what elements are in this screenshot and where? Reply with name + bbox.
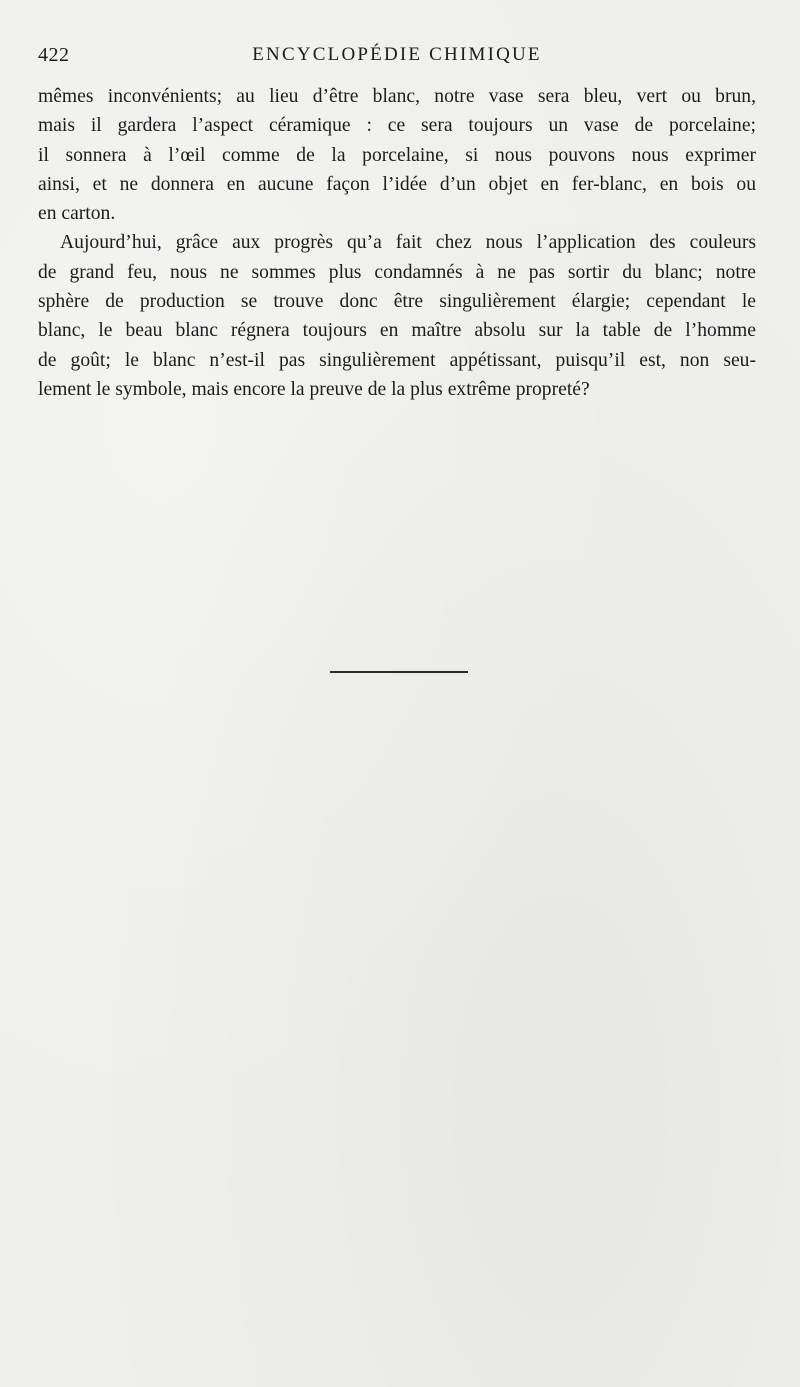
- text-line: blanc, le beau blanc régnera toujours en maître absolu sur la table de l’homme: [38, 320, 756, 342]
- text-line: de grand feu, nous ne sommes plus condamnés à ne pas sortir du blanc; notre: [38, 261, 756, 283]
- page-header: [38, 44, 756, 72]
- paragraph-2: [38, 228, 756, 404]
- text-line: en carton.: [38, 203, 116, 225]
- text-line: lement le symbole, mais encore la preuve de la plus extrême propreté?: [38, 378, 590, 400]
- text-line: sphère de production se trouve donc être singulièrement élargie; cependant le: [38, 291, 756, 313]
- text-line: il sonnera à l’œil comme de la porcelaine, si nous pouvons nous exprimer: [38, 144, 756, 166]
- page-number: 422: [38, 44, 70, 66]
- text-line: ainsi, et ne donnera en aucune façon l’idée d’un objet en fer-blanc, en bois ou: [38, 173, 756, 195]
- text-line: mais il gardera l’aspect céramique : ce sera toujours un vase de porcelaine;: [38, 115, 756, 137]
- running-title: ENCYCLOPÉDIE CHIMIQUE: [252, 44, 542, 65]
- body-text: [38, 82, 756, 404]
- text-line: mêmes inconvénients; au lieu d’être blanc, notre vase sera bleu, vert ou brun,: [38, 86, 756, 107]
- paragraph-1: [38, 82, 756, 228]
- text-line: Aujourd’hui, grâce aux progrès qu’a fait chez nous l’application des couleurs: [60, 232, 756, 254]
- section-end-rule: [330, 671, 468, 673]
- text-line: de goût; le blanc n’est-il pas singulièrement appétissant, puisqu’il est, non seu-: [38, 349, 756, 371]
